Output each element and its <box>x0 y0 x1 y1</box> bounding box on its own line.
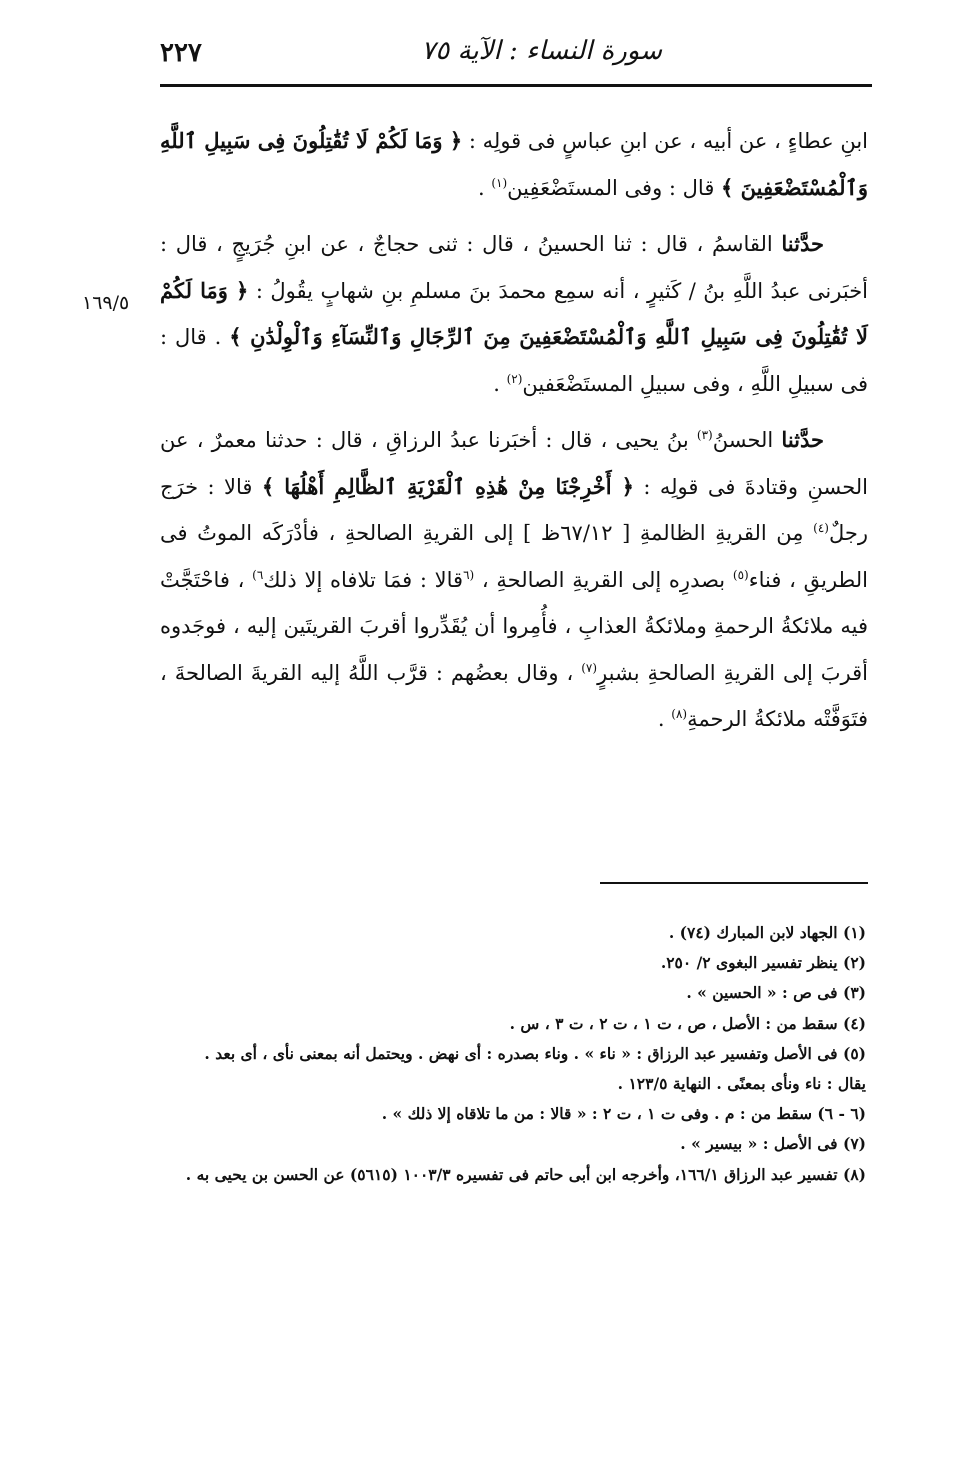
footnote-separator <box>600 882 868 884</box>
text-run: . <box>477 175 492 200</box>
text-run: ، فاحْتَجَّتْ فيه ملائكةُ الرحمةِ وملائكةُ العذابِ ، فأُمِروا أن يُقَدِّروا أقربَ القريتَين إليه ، فوجَدوه أقربَ إلى القريةِ الصالحةِ بشبرٍ <box>160 567 868 685</box>
footnote: (٧) فى الأصل : « بيسير » . <box>680 1134 866 1154</box>
text-run: قالا : خرَج رجلٌ <box>160 474 868 545</box>
text-run: . <box>657 707 672 731</box>
footnote-ref: (٥) <box>732 567 749 582</box>
footnote-ref: (٤) <box>813 521 829 535</box>
footnote-ref: (١) <box>491 175 508 190</box>
footnote: (٣) فى ص : « الحسين » . <box>686 983 866 1003</box>
footnote-ref: ٦) <box>252 567 264 582</box>
quran-verse: ﴿ وَمَا لَكُمْ لَا تُقَٰتِلُونَ فِى سَبِيلِ ٱللَّهِ وَٱلْمُسْتَضْعَفِينَ ﴾ <box>160 128 868 200</box>
footnote: (٤) سقط من : الأصل ، ص ، ت ١ ، ت ٢ ، ت ٣ ، س . <box>509 1013 866 1033</box>
margin-page-reference: ١٦٩/٥ <box>82 292 130 314</box>
footnote: يقال : ناء ونأى بمعنًى . النهاية ١٢٣/٥ . <box>617 1074 866 1094</box>
text-run: مِن القريةِ الظالمةِ [ ٦٧/١٢ظ ] إلى القريةِ الصالحةِ ، فأدْرَكَه الموتُ فى الطريقِ ، فناء <box>160 521 868 592</box>
footnote-ref: (٦ <box>463 567 475 582</box>
footnote: (٦ - ٦) سقط من : م . وفى ت ١ ، ت ٢ : « قالا : من ما تلاقاه إلا ذلك » . <box>381 1104 866 1124</box>
paragraph-3 <box>160 417 868 743</box>
footnote-ref: (٢) <box>506 371 523 386</box>
page-number: ٢٢٧ <box>160 38 202 68</box>
text-run: ، وقال بعضُهم : قرَّب اللَّهُ إليه القريةَ الصالحةَ ، فتَوَفَّتْه ملائكةُ الرحمةِ <box>160 660 868 731</box>
footnote: (١) الجهاد لابن المبارك (٧٤) . <box>668 923 866 942</box>
quran-verse: ﴿ أَخْرِجْنَا مِنْ هَٰذِهِ ٱلْقَرْيَةِ ٱلظَّالِمِ أَهْلُهَا ﴾ <box>261 473 634 499</box>
text-run: قال : وفى المستَضْعَفِين <box>507 175 722 200</box>
text-run: الحسنُ <box>712 428 782 452</box>
footnote-ref: (٨) <box>671 707 688 721</box>
page-header <box>160 30 872 80</box>
footnote: (٢) ينظر تفسير البغوى ٢/ ٢٥٠. <box>660 953 866 973</box>
text-run: ابنِ عطاءٍ ، عن أبيه ، عن ابنِ عباسٍ فى قولِه : <box>462 129 869 153</box>
text-run: . <box>493 371 507 396</box>
footnote: (٨) تفسير عبد الرزاق ١٦٦/١، وأخرجه ابن أبى حاتم فى تفسيره ١٠٠٣/٣ (٥٦١٥) عن الحسن بن يحيى به . <box>185 1164 866 1184</box>
text-run: بنُ يحيى ، قال : أخبَرنا عبدُ الرزاقِ ، قال : حدثنا معمرٌ ، عن الحسنِ وقتادةَ فى قولِه : <box>160 428 868 499</box>
footnote-ref: (٧) <box>581 660 598 675</box>
main-text <box>160 118 868 753</box>
text-run: بصدرِه إلى القريةِ الصالحةِ ، <box>474 567 733 592</box>
paragraph-1 <box>160 118 868 211</box>
paragraph-2 <box>160 221 868 407</box>
footnotes <box>160 918 866 1190</box>
paragraph-lead: حدَّثنا <box>781 427 825 452</box>
text-run: قالا : فمَا تلافاه إلا ذلك <box>263 567 464 592</box>
quran-verse: ﴿ وَمَا لَكُمْ لَا تُقَٰتِلُونَ فِى سَبِيلِ ٱللَّهِ وَٱلْمُسْتَضْعَفِينَ مِنَ ٱلرِّجَالِ وَٱلنِّسَآءِ وَٱلْوِلْدَٰنِ ﴾ <box>160 277 868 349</box>
footnote-ref: (٣) <box>696 428 713 442</box>
footnote: (٥) فى الأصل وتفسير عبد الرزاق : « ناء » . وناء بصدره : أى نهض . ويحتمل أنه بمعنى نأى ، أى بعد . <box>204 1043 866 1063</box>
paragraph-lead: حدَّثنا <box>781 231 824 256</box>
text-run: القاسمُ ، قال : ثنا الحسينُ ، قال : ثنى حجاجٌ ، عن ابنِ جُرَيجٍ ، قال : أخبَرنى عبدُ اللَّهِ بنُ / كَثيرٍ ، أنه سمِع محمدَ بنَ مسلمِ بنِ شهابٍ يقُولُ : <box>160 232 869 303</box>
running-title: سورة النساء : الآية ٧٥ <box>421 36 662 66</box>
text-run: . قال : فى سبيلِ اللَّهِ ، وفى سبيلِ المستَضْعَفين <box>160 325 868 396</box>
header-rule <box>160 84 872 87</box>
